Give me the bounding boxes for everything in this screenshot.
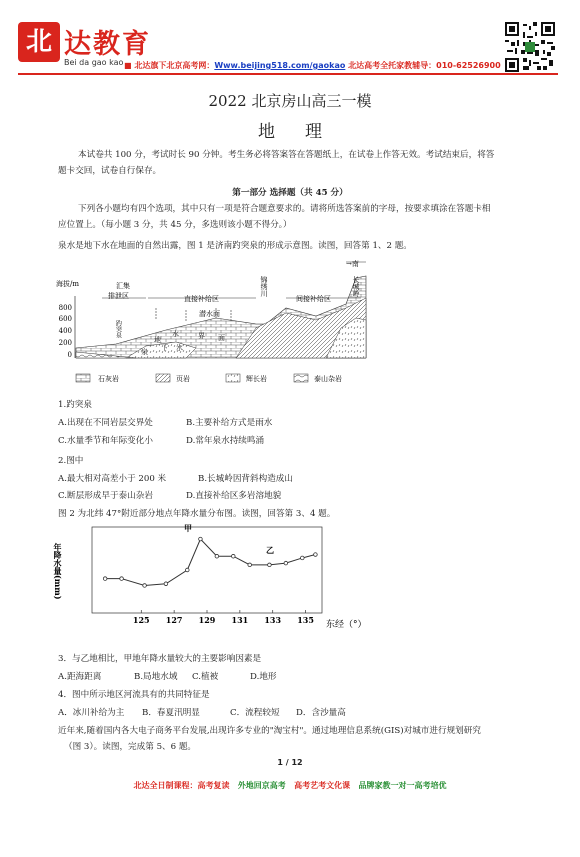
precip-point <box>215 554 219 558</box>
q1-stem: 1.趵突泉 <box>58 400 92 410</box>
intro-line-2: 题卡交回，试卷自行保存。 <box>58 166 162 176</box>
header-info-suffix: 北达高考全托家教辅导：010-62526900 <box>345 61 501 70</box>
fig1-ytick: 800 <box>58 304 72 312</box>
x-tick-label: 127 <box>165 615 183 625</box>
q4-option-a[interactable]: A．冰川补给为主 <box>58 708 125 718</box>
precip-point <box>164 582 168 586</box>
q4-option-c[interactable]: C．流程较短 <box>230 708 280 718</box>
subject-title: 地理 <box>258 122 352 142</box>
precip-point <box>185 568 189 572</box>
footer-course[interactable]: 北达全日制课程：高考复读 <box>133 781 230 790</box>
fig2-plot-frame <box>92 527 322 613</box>
footer-art[interactable]: 高考艺考文化课 <box>294 781 351 790</box>
precip-point <box>314 553 318 557</box>
fig2-intro: 图 2 为北纬 47°附近部分地点年降水量分布图。读图，回答第 3、4 题。 <box>58 509 336 519</box>
precip-point <box>268 563 272 567</box>
fig1-xia: 下 <box>161 344 168 352</box>
figure-1-cross-section <box>56 258 376 394</box>
fig1-ytick: 200 <box>58 339 72 347</box>
q2-option-c[interactable]: C.断层形成早于泰山杂岩 <box>58 491 153 501</box>
precip-point <box>300 556 304 560</box>
fig1-di: 地 <box>154 336 161 344</box>
fig1-shui: 水 <box>172 330 179 338</box>
fig1-spring-label: 趵突泉 <box>114 320 122 338</box>
header-info <box>124 60 501 71</box>
q3-stem: 3．与乙地相比，甲地年降水量较大的主要影响因素是 <box>58 654 262 664</box>
section-heading: 第一部分 选择题（共 45 分） <box>232 188 348 198</box>
footer-tutor[interactable]: 品牌家教一对一高考培优 <box>358 781 447 790</box>
q1-option-a[interactable]: A.出现在不同岩层交界处 <box>58 418 153 428</box>
legend-taishan: 泰山杂岩 <box>314 375 342 383</box>
fig1-intro: 泉水是地下水在地面的自然出露，图 1 是济南趵突泉的形成示意图。读图，回答第 1、2 题。 <box>58 241 412 251</box>
x-tick-label: 129 <box>198 615 216 625</box>
figure-2-precip-chart <box>53 523 367 633</box>
q3-option-d[interactable]: D.地形 <box>250 672 277 682</box>
annotation-yi: 乙 <box>266 545 274 555</box>
legend-gabbro: 辉长岩 <box>246 375 267 383</box>
q1-option-c[interactable]: C.水量季节和年际变化小 <box>58 436 153 446</box>
fig1-supply-label: 直接补给区 <box>184 295 219 303</box>
q3-option-c[interactable]: C.植被 <box>192 672 219 682</box>
fig1-discharge-label <box>108 281 132 300</box>
fig1-indirect-label: 间接补给区 <box>296 295 331 303</box>
precip-point <box>143 584 147 588</box>
x-tick-label: 135 <box>297 615 314 625</box>
q3-option-b[interactable]: B.局地水域 <box>134 672 178 682</box>
fig1-ylabel: 海拔/m <box>56 280 79 288</box>
precip-point <box>284 561 288 565</box>
fig1-ridge-label: 长城岭 <box>352 276 360 297</box>
fig1-river-label: 锦绣川 <box>260 276 268 297</box>
precip-point <box>248 563 252 567</box>
instructions-line-2: 应位置上。（每小题 3 分，共 45 分，多选则该小题不得分。） <box>58 220 292 230</box>
x-tick-label: 125 <box>132 615 150 625</box>
q2-option-a[interactable]: A.最大相对高差小于 200 米 <box>58 474 167 484</box>
precip-point <box>231 554 235 558</box>
logo-mark: 北 <box>18 22 60 62</box>
fig1-discharge-line: 汇集 <box>116 282 130 290</box>
q2-option-b[interactable]: B.长城岭因背斜构造成山 <box>198 474 293 484</box>
q3-option-a[interactable]: A.距海距离 <box>58 672 102 682</box>
fig1-water-label: 潜水面 <box>199 310 220 318</box>
x-tick-label: 131 <box>231 615 249 625</box>
legend-shale: 页岩 <box>176 375 190 383</box>
tail-line-2: （图 3）。读图，完成第 5、6 题。 <box>64 742 197 752</box>
q4-option-d[interactable]: D．含沙量高 <box>296 708 346 718</box>
intro-line-1: 本试卷共 100 分，考试时长 90 分钟。考生务必将答案答在答题纸上，在试卷上作答无效。考试结束后，将答 <box>78 150 495 160</box>
header-divider <box>18 73 558 75</box>
fig1-shui: 水 <box>176 344 183 352</box>
fig2-ylabel: 年降水量(mm) <box>53 543 63 600</box>
footer-banner <box>0 780 580 791</box>
instructions-line-1: 下列各小题均有四个选项，其中只有一项是符合题意要求的。请将所选答案前的字母，按要求填涂在答题卡相 <box>78 204 491 214</box>
logo-pinyin: Bei da gao kao <box>64 58 124 67</box>
q4-stem: 4．图中所示地区河流具有的共同特征是 <box>58 690 210 700</box>
precip-point <box>120 577 124 581</box>
fig1-ytick: 0 <box>67 351 72 359</box>
fig1-ytick: 400 <box>58 327 72 335</box>
fig1-north-label: →南 <box>346 260 359 268</box>
q1-option-b[interactable]: B.主要补给方式是雨水 <box>186 418 273 428</box>
fig1-mian: 面 <box>218 334 225 342</box>
q4-option-b[interactable]: B．春夏汛明显 <box>142 708 200 718</box>
fig1-discharge-line: 排泄区 <box>108 292 129 300</box>
header-url-link[interactable]: Www.beijing518.com/gaokao <box>214 61 346 70</box>
fig2-xlabel: 东经（°） <box>326 620 367 630</box>
annotation-jia: 甲 <box>184 523 192 533</box>
legend-limestone: 石灰岩 <box>98 375 119 383</box>
precip-point <box>199 537 203 541</box>
footer-outside[interactable]: 外地回京高考 <box>237 781 286 790</box>
header-info-prefix: ■ 北达旗下北京高考网： <box>124 61 215 70</box>
q1-option-d[interactable]: D.常年泉水持续鸣涌 <box>186 436 265 446</box>
fig1-quan: 泉 <box>141 348 148 356</box>
exam-title: 2022 北京房山高三一模 <box>208 92 372 110</box>
precip-point <box>103 577 107 581</box>
q2-option-d[interactable]: D.直接补给区多岩溶地貌 <box>186 491 282 501</box>
page-number: 1 / 12 <box>277 758 303 767</box>
tail-line-1: 近年来,随着国内各大电子商务平台发展,出现许多专业的"淘宝村"。通过地理信息系统(GIS)对城市进行规划研究 <box>58 726 481 736</box>
logo-text: 达教育 <box>64 29 151 60</box>
x-tick-label: 133 <box>264 615 282 625</box>
fig1-jie: 界 <box>198 332 205 340</box>
q2-stem: 2.图中 <box>58 456 84 466</box>
fig1-ytick: 600 <box>58 315 72 323</box>
qr-code-icon <box>505 22 555 72</box>
